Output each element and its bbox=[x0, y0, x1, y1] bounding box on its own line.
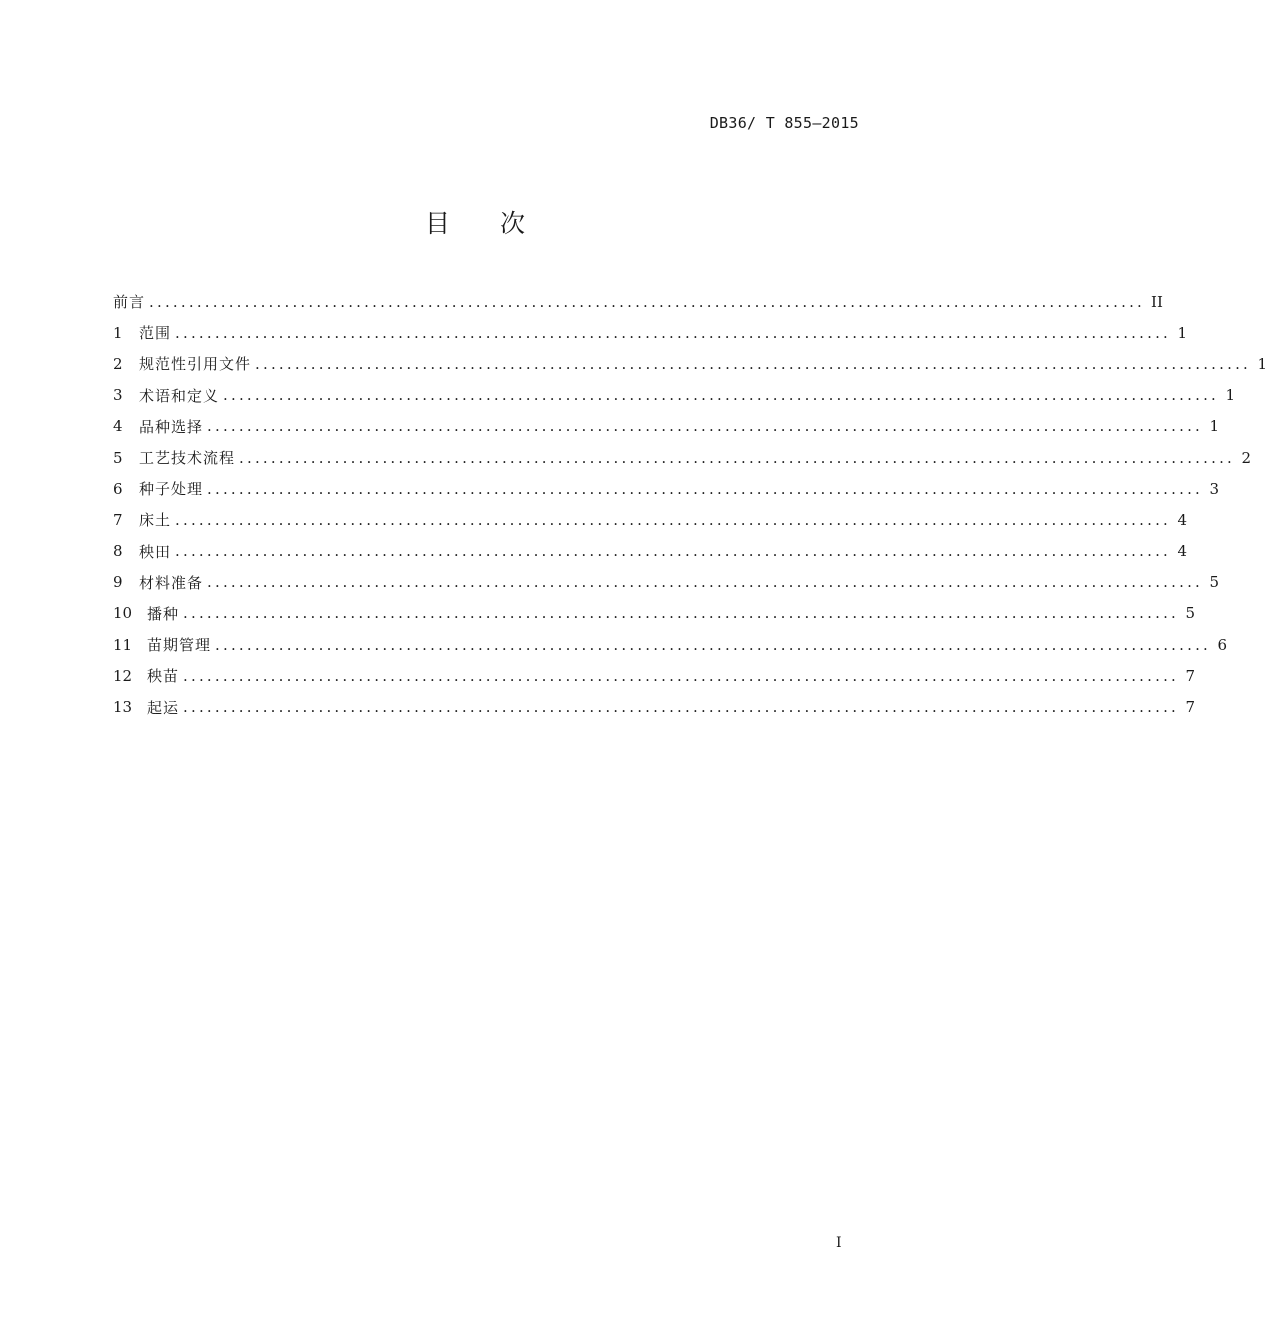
toc-title bbox=[0, 204, 950, 240]
toc-entry-page: 1 bbox=[1177, 323, 1188, 342]
toc-entry-page: 5 bbox=[1209, 573, 1220, 592]
toc-entry-page: 1 bbox=[1225, 386, 1236, 405]
toc-entry[interactable] bbox=[113, 380, 1236, 411]
toc-entry[interactable] bbox=[113, 348, 1267, 379]
toc-leader-dots: ............................................................................................................................. bbox=[183, 666, 1180, 685]
toc-entry-number: 10 bbox=[113, 604, 133, 623]
toc-entry[interactable] bbox=[113, 317, 1188, 348]
toc-entry[interactable] bbox=[113, 504, 1188, 535]
toc-entry-label: 播种 bbox=[147, 604, 180, 623]
toc-entry[interactable] bbox=[113, 286, 1163, 317]
toc-entry-label: 范围 bbox=[139, 324, 172, 343]
toc-leader-dots: ............................................................................................................................. bbox=[223, 386, 1220, 405]
toc-leader-dots: ............................................................................................................................. bbox=[149, 292, 1146, 311]
toc-entry-page: 1 bbox=[1257, 354, 1267, 373]
toc-entry-page: 6 bbox=[1217, 635, 1228, 654]
toc-title-char-2: 次 bbox=[500, 209, 526, 238]
toc-entry-label: 秧田 bbox=[139, 542, 172, 561]
toc-entry-page: 3 bbox=[1209, 479, 1220, 498]
toc-entry-page: 4 bbox=[1177, 542, 1188, 561]
document-code: DB36/ T 855—2015 bbox=[709, 114, 859, 132]
toc-leader-dots: ............................................................................................................................. bbox=[255, 354, 1252, 373]
toc-title-char-1: 目 bbox=[424, 209, 450, 238]
toc-entry-label: 工艺技术流程 bbox=[139, 449, 236, 468]
toc-leader-dots: ............................................................................................................................. bbox=[215, 635, 1212, 654]
toc-leader-dots: ............................................................................................................................. bbox=[183, 604, 1180, 623]
toc-entry-number: 5 bbox=[113, 448, 123, 467]
toc-entry-number: 6 bbox=[113, 479, 123, 498]
toc-entry-label: 起运 bbox=[147, 698, 180, 717]
toc-entry-number: 8 bbox=[113, 542, 123, 561]
toc-entry-label: 床土 bbox=[139, 511, 172, 530]
toc-entry-number: 2 bbox=[113, 354, 123, 373]
toc-leader-dots: ............................................................................................................................. bbox=[207, 479, 1204, 498]
toc-entry-number: 4 bbox=[113, 417, 123, 436]
toc-entry-number: 7 bbox=[113, 510, 123, 529]
toc-entry-label: 材料准备 bbox=[139, 573, 204, 592]
toc-entry[interactable] bbox=[113, 473, 1220, 504]
toc-entry[interactable] bbox=[113, 411, 1220, 442]
toc-entry[interactable] bbox=[113, 567, 1220, 598]
toc-entry[interactable] bbox=[113, 598, 1196, 629]
toc-entry-label: 种子处理 bbox=[139, 480, 204, 499]
toc-entry-page: 5 bbox=[1185, 604, 1196, 623]
toc-entry-label: 规范性引用文件 bbox=[139, 355, 252, 374]
toc-leader-dots: ............................................................................................................................. bbox=[207, 417, 1204, 436]
toc-leader-dots: ............................................................................................................................. bbox=[207, 573, 1204, 592]
toc-entry-page: 7 bbox=[1185, 666, 1196, 685]
toc-entry[interactable] bbox=[113, 536, 1188, 567]
toc-entry-label: 品种选择 bbox=[139, 417, 204, 436]
toc-entry-page: 1 bbox=[1209, 417, 1220, 436]
toc-entry-page: 4 bbox=[1177, 510, 1188, 529]
toc-leader-dots: ............................................................................................................................. bbox=[175, 510, 1172, 529]
toc-entry-label: 前言 bbox=[113, 293, 146, 312]
toc-entry[interactable] bbox=[113, 691, 1196, 722]
toc-entry[interactable] bbox=[113, 629, 1228, 660]
toc-leader-dots: ............................................................................................................................. bbox=[239, 448, 1236, 467]
toc-entry-number: 13 bbox=[113, 698, 133, 717]
toc-entry-label: 秧苗 bbox=[147, 667, 180, 686]
toc-entry-label: 苗期管理 bbox=[147, 636, 212, 655]
toc-entry-page: II bbox=[1151, 292, 1163, 311]
toc-entry[interactable] bbox=[113, 442, 1252, 473]
toc-entry[interactable] bbox=[113, 660, 1196, 691]
toc-list bbox=[113, 286, 1267, 723]
toc-entry-number: 1 bbox=[113, 323, 123, 342]
toc-entry-label: 术语和定义 bbox=[139, 386, 220, 405]
toc-entry-number: 11 bbox=[113, 635, 133, 654]
toc-leader-dots: ............................................................................................................................. bbox=[183, 698, 1180, 717]
toc-entry-number: 12 bbox=[113, 666, 133, 685]
page-number: I bbox=[836, 1235, 842, 1251]
toc-leader-dots: ............................................................................................................................. bbox=[175, 542, 1172, 561]
toc-leader-dots: ............................................................................................................................. bbox=[175, 323, 1172, 342]
toc-entry-page: 2 bbox=[1241, 448, 1252, 467]
toc-entry-number: 3 bbox=[113, 386, 123, 405]
toc-entry-number: 9 bbox=[113, 573, 123, 592]
toc-entry-page: 7 bbox=[1185, 698, 1196, 717]
